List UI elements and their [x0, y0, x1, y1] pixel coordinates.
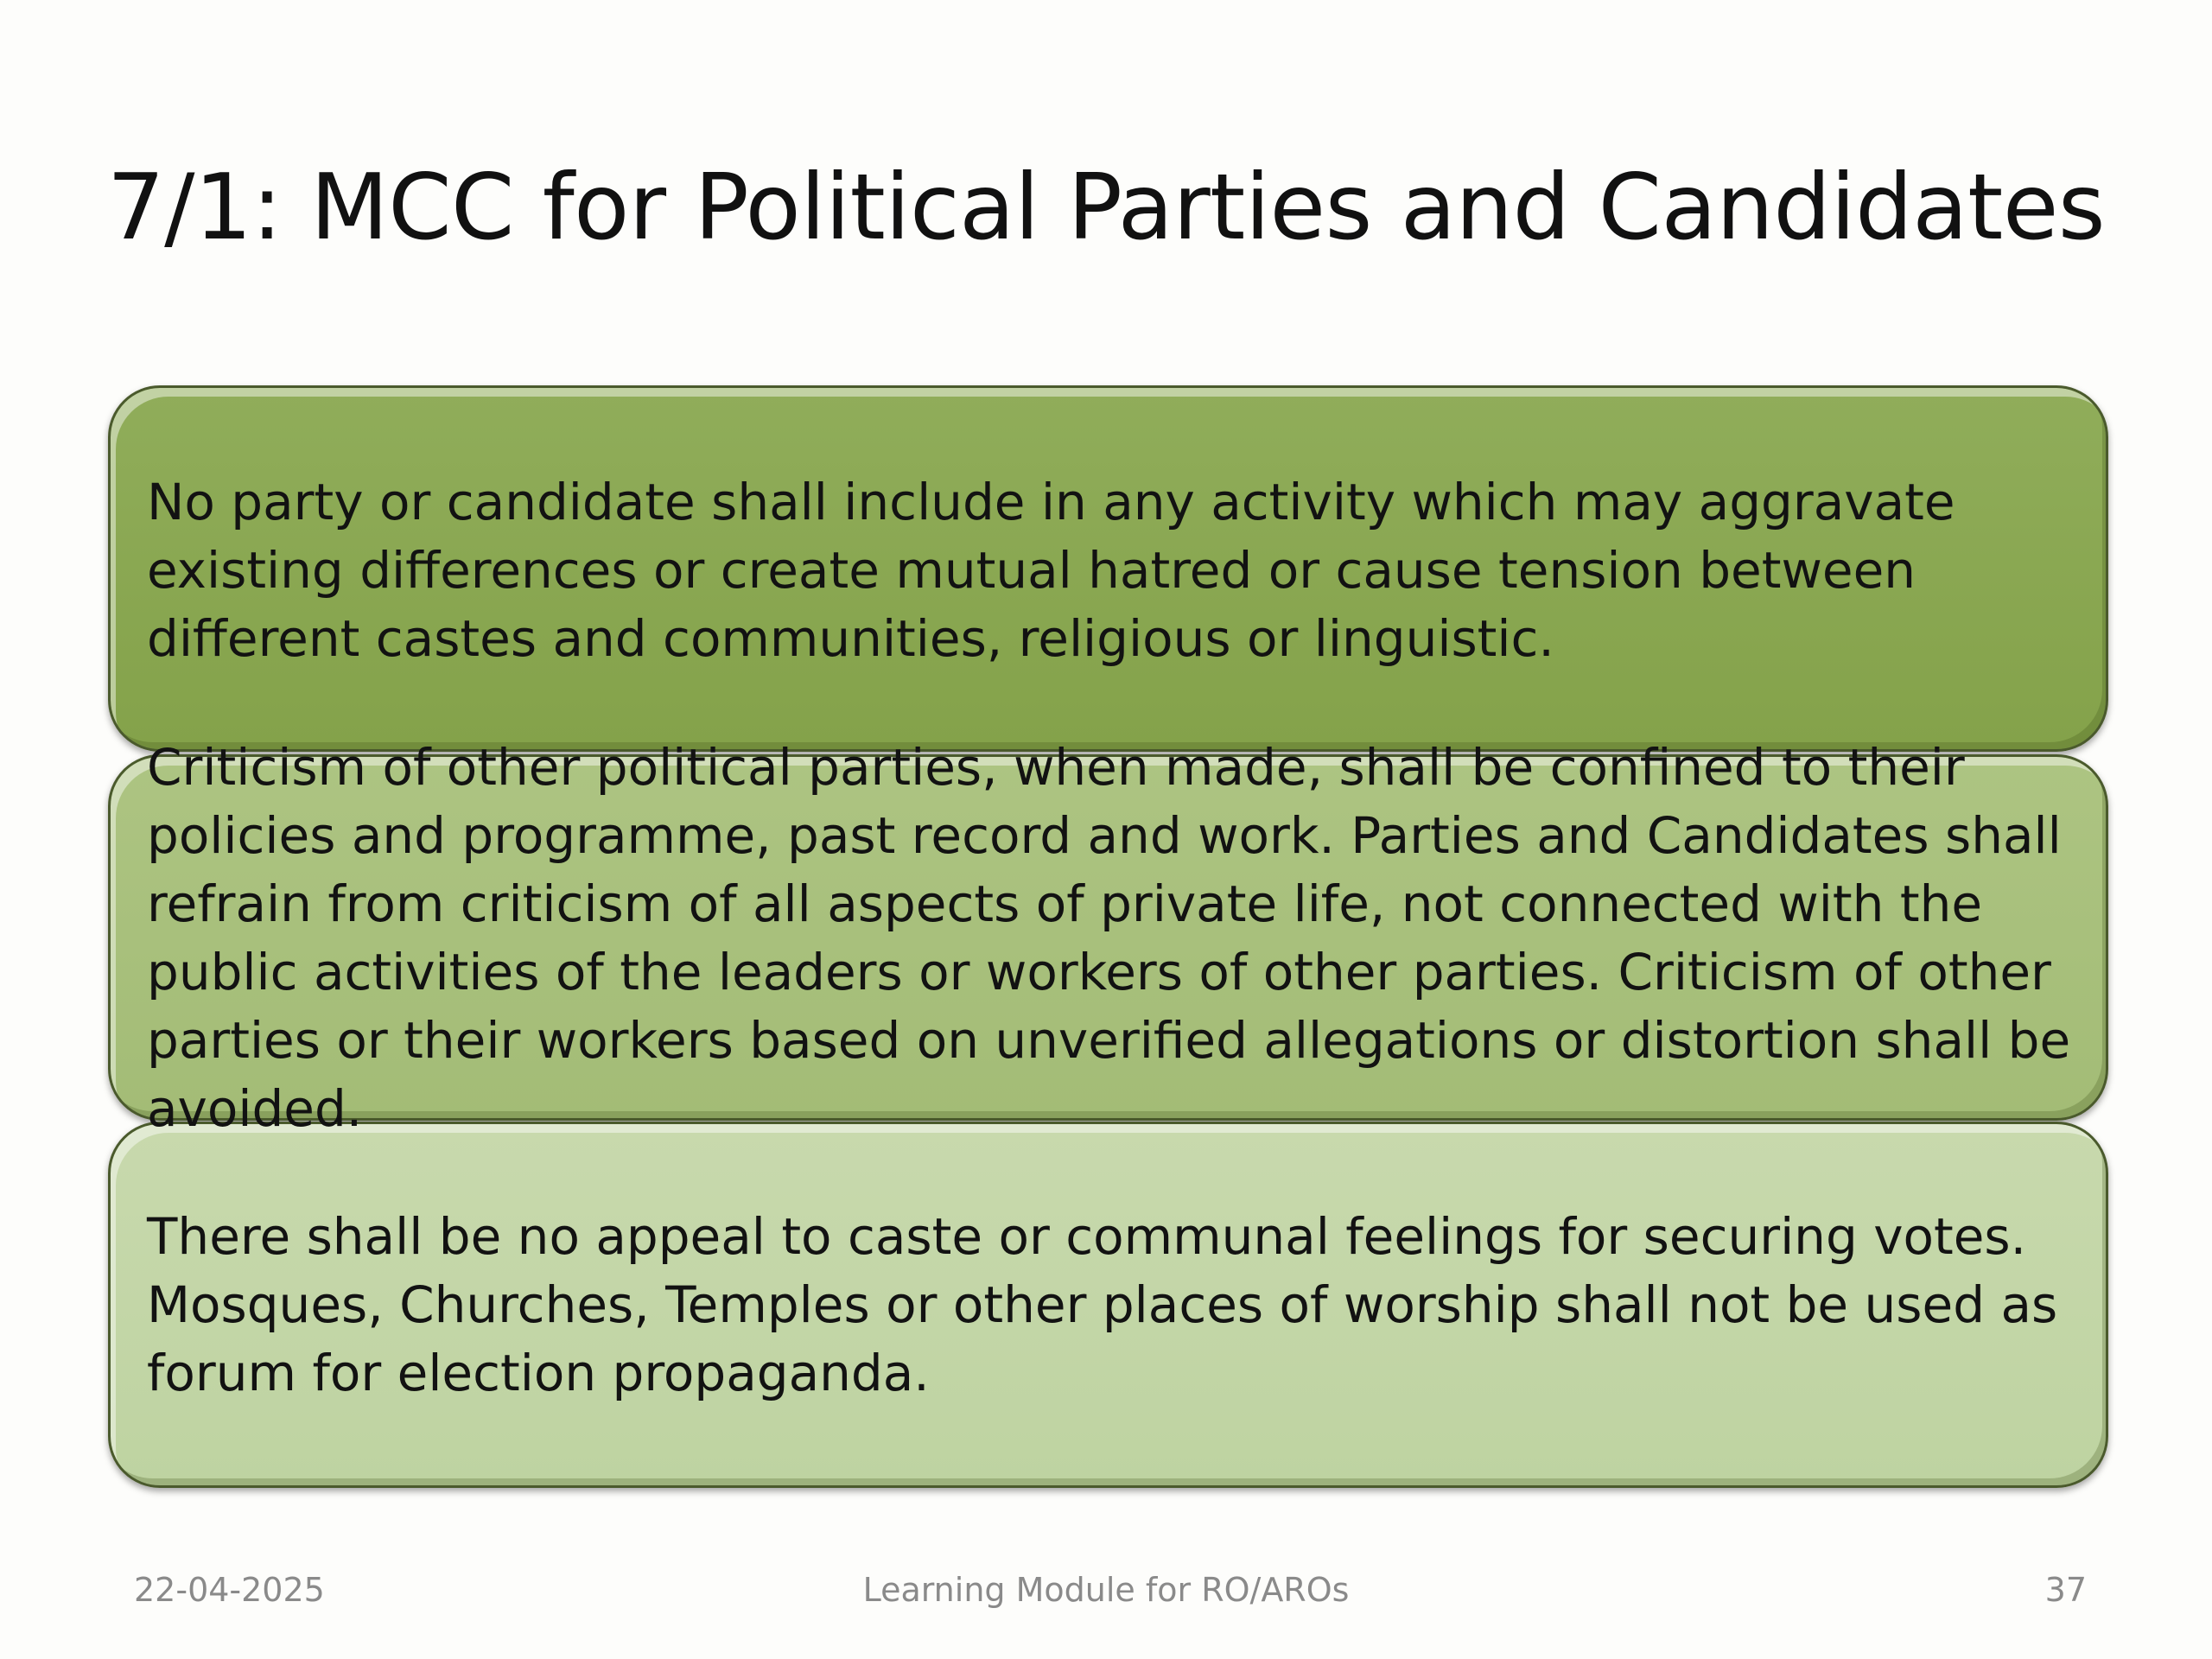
footer-title: Learning Module for RO/AROs — [862, 1571, 1350, 1609]
mcc-box-3-text: There shall be no appeal to caste or communal feelings for securing votes. Mosques, Churches, Temples or other places of worship shall not be used as forum for election propaganda. — [147, 1207, 2058, 1402]
mcc-box-2-text: Criticism of other political parties, when made, shall be confined to their policies and programme, past record and work. Parties and Candidates shall refrain from criticism of all aspects of private life, not connected with the public activities of the leaders or workers of other parties. Criticism of other parties or their workers based on unverified allegations or distortion shall be avoided. — [147, 738, 2071, 1138]
page-number: 37 — [2044, 1571, 2087, 1609]
footer-date: 22-04-2025 — [134, 1571, 325, 1609]
slide-title: 7/1: MCC for Political Parties and Candidates — [106, 155, 2106, 260]
mcc-box-1-text: No party or candidate shall include in any activity which may aggravate existing differences or create mutual hatred or cause tension between different castes and communities, religious or linguistic. — [147, 473, 1955, 668]
